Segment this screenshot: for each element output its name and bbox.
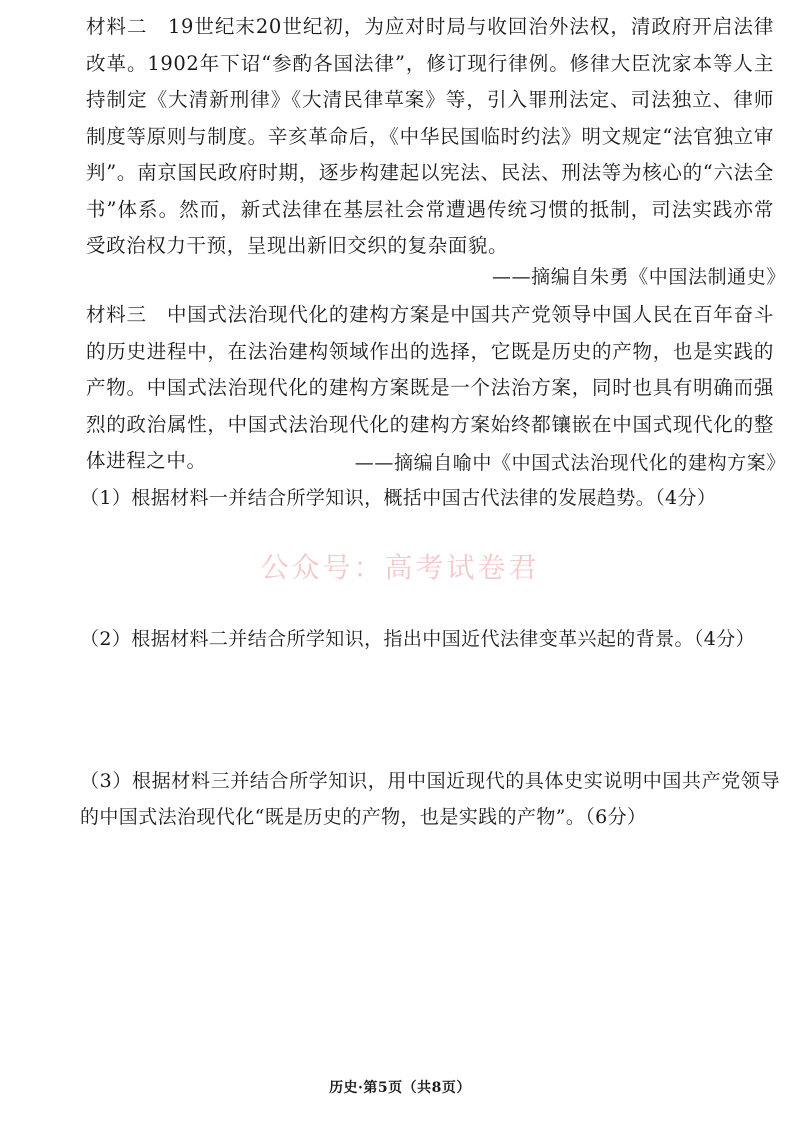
question-3: （3）根据材料三并结合所学知识，用中国近现代的具体史实说明中国共产党领导的中国式法治现代化“既是历史的产物，也是实践的产物”。（6分） <box>80 770 780 828</box>
question-1: （1）根据材料一并结合所学知识，概括中国古代法律的发展趋势。（4分） <box>80 487 717 509</box>
material-three-paragraph: 材料三 中国式法治现代化的建构方案是中国共产党领导中国人民在百年奋斗的历史进程中，在法治建构领域作出的选择，它既是历史的产物，也是实践的产物。中国式法治现代化的建构方案既是一个法治方案，同时也具有明确而强烈的政治属性，中国式法治现代化的建构方案始终都镶嵌在中国式现代化的整体进程之中。 <box>86 303 774 472</box>
watermark-text: 公众号：高考试卷君 <box>260 551 540 584</box>
material-three-source: ——摘编自喻中《中国式法治现代化的建构方案》 <box>354 452 786 474</box>
material-two-paragraph: 材料二 19世纪末20世纪初，为应对时局与收回治外法权，清政府开启法律改革。1902年下诏“参酌各国法律”，修订现行律例。修律大臣沈家本等人主持制定《大清新刑律》《大清民律草案》等，引入罪刑法定、司法独立、律师制度等原则与制度。辛亥革命后，《中华民国临时约法》明文规定“法官独立审判”。南京国民政府时期，逐步构建起以宪法、民法、刑法等为核心的“六法全书”体系。然而，新式法律在基层社会常遭遇传统习惯的抵制，司法实践亦常受政治权力干预，呈现出新旧交织的复杂面貌。 <box>86 15 774 257</box>
material-two-source: ——摘编自朱勇《中国法制通史》 <box>491 266 786 288</box>
question-2: （2）根据材料二并结合所学知识，指出中国近代法律变革兴起的背景。（4分） <box>80 628 756 650</box>
page-footer: 历史·第5页（共8页） <box>329 1080 471 1096</box>
